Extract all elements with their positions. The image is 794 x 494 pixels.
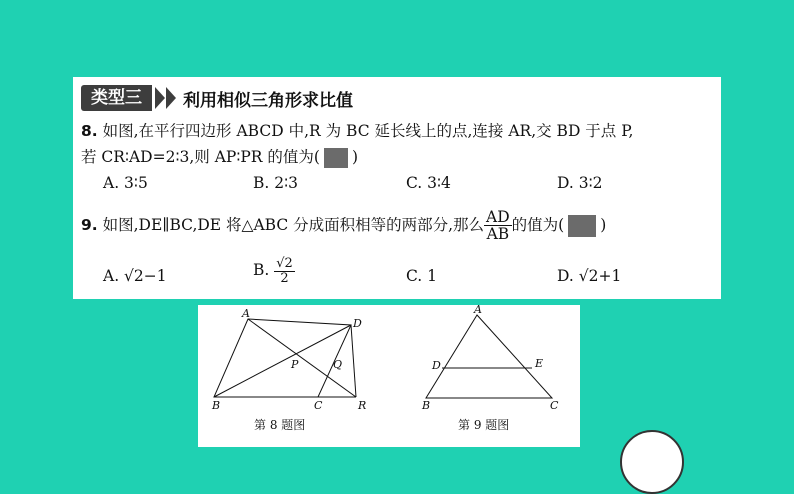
q9-close-paren: ) <box>600 215 607 234</box>
fig9-label-a: A <box>474 305 482 316</box>
q9-frac-num: AD <box>486 208 510 226</box>
q8-text-line2: 若 CR∶AD=2∶3,则 AP∶PR 的值为( <box>81 148 320 166</box>
q9-option-c[interactable]: C. 1 <box>406 267 438 285</box>
figures-svg <box>198 305 580 447</box>
q8-option-b[interactable]: B. 2∶3 <box>253 174 299 192</box>
question-panel <box>73 77 721 299</box>
q8-option-c[interactable]: C. 3∶4 <box>406 174 451 192</box>
fig9-label-b: B <box>422 399 431 412</box>
q8-close-paren: ) <box>351 148 359 166</box>
double-arrow-icon <box>155 87 177 109</box>
fig9-label-d: D <box>432 359 441 372</box>
fig8-label-a: A <box>242 307 250 320</box>
fig8-label-p: P <box>291 358 299 371</box>
q9-line <box>81 209 606 243</box>
section-tag: 类型三 <box>81 85 152 111</box>
q9-option-b-den: 2 <box>280 270 289 286</box>
fig9-triangle <box>426 315 552 398</box>
fig8-label-d: D <box>353 317 362 330</box>
q9-frac-den: AB <box>486 225 510 244</box>
figure-9 <box>426 315 552 398</box>
q8-option-a[interactable]: A. 3∶5 <box>103 174 148 192</box>
fig8-line-bd <box>214 325 351 397</box>
q8-answer-box[interactable] <box>324 148 348 168</box>
q9-number: 9. <box>81 215 98 234</box>
fig9-label-e: E <box>535 357 544 370</box>
q8-option-d[interactable]: D. 3∶2 <box>557 174 603 192</box>
q8-line1 <box>81 119 633 141</box>
fig8-label-q: Q <box>333 358 343 371</box>
q8-number: 8. <box>81 122 98 140</box>
fig8-caption: 第 8 题图 <box>254 418 306 432</box>
q9-option-b[interactable] <box>253 257 295 285</box>
q9-fraction <box>484 209 512 243</box>
fig9-caption: 第 9 题图 <box>458 418 510 432</box>
q9-option-a[interactable]: A. √2−1 <box>103 267 167 285</box>
fig8-parallelogram <box>214 319 351 397</box>
q9-option-b-num: √2 <box>276 256 293 271</box>
q8-line2 <box>81 145 358 168</box>
section-title: 利用相似三角形求比值 <box>183 90 353 111</box>
q9-option-b-fraction <box>274 257 295 285</box>
q9-answer-box[interactable] <box>568 215 596 237</box>
fig9-label-c: C <box>550 399 559 412</box>
fig8-label-c: C <box>314 399 323 412</box>
fig8-label-b: B <box>212 399 221 412</box>
q9-option-b-prefix: B. <box>253 261 270 280</box>
fig8-label-r: R <box>358 399 367 412</box>
q9-option-d[interactable]: D. √2+1 <box>557 267 622 285</box>
q8-text-line1: 如图,在平行四边形 ABCD 中,R 为 BC 延长线上的点,连接 AR,交 BD 于点 P, <box>102 122 634 140</box>
figures-box <box>198 305 580 447</box>
fig8-cr-extension <box>351 325 356 397</box>
decorative-circle <box>620 430 684 494</box>
q9-text-pre: 如图,DE∥BC,DE 将△ABC 分成面积相等的两部分,那么 <box>102 215 485 234</box>
q9-text-post: 的值为( <box>511 215 565 234</box>
section-header <box>81 85 353 111</box>
